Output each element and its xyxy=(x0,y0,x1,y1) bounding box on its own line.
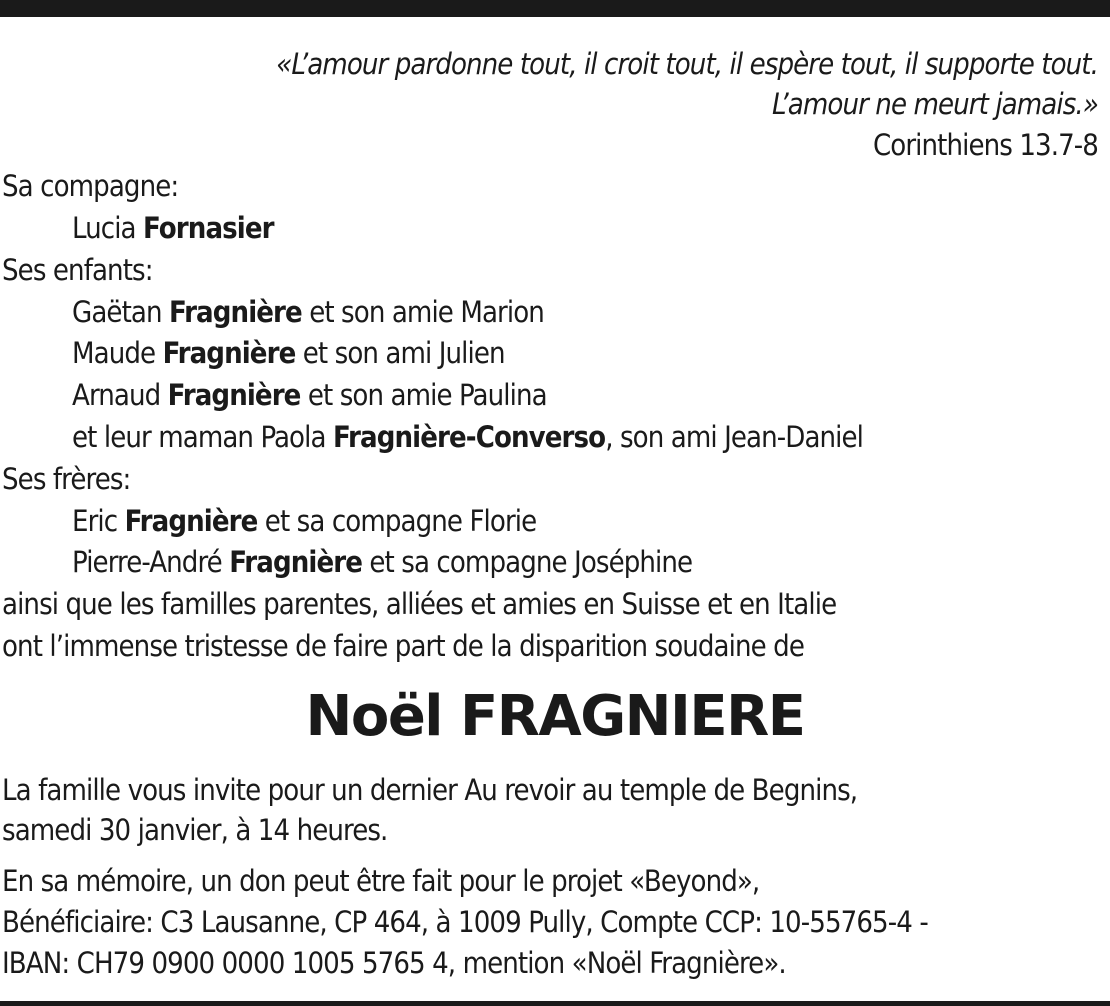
child-entry xyxy=(72,375,547,415)
child-detail: et son ami Julien xyxy=(295,336,505,370)
announcement-line-2: ont l’immense tristesse de faire part de la disparition soudaine de xyxy=(2,629,804,663)
child-last-name: Fragnière xyxy=(162,336,296,370)
deceased-name: Noël FRAGNIERE xyxy=(305,684,805,749)
brother-detail: et sa compagne Joséphine xyxy=(362,545,693,579)
child-first-name: Gaëtan xyxy=(72,295,169,329)
donation-line-2: Bénéficiaire: C3 Lausanne, CP 464, à 1009 Pully, Compte CCP: 10-55765-4 - xyxy=(2,905,928,939)
partner-name xyxy=(72,208,274,248)
mother-detail: , son ami Jean-Daniel xyxy=(605,420,864,454)
donation-line-3: IBAN: CH79 0900 0000 1005 5765 4, mention «Noël Fragnière». xyxy=(2,946,786,980)
children-heading: Ses enfants: xyxy=(2,253,153,287)
child-entry xyxy=(72,292,544,332)
top-rule xyxy=(0,0,1110,17)
child-detail: et son amie Marion xyxy=(301,295,544,329)
brother-detail: et sa compagne Florie xyxy=(257,504,537,538)
child-entry xyxy=(72,333,505,373)
announcement-line-1: ainsi que les familles parentes, alliées et amies en Suisse et en Italie xyxy=(2,587,837,621)
quote-line-1: «L’amour pardonne tout, il croit tout, il espère tout, il supporte tout. xyxy=(276,47,1098,81)
brother-entry xyxy=(72,542,692,582)
child-first-name: Maude xyxy=(72,336,163,370)
donation-line-1: En sa mémoire, un don peut être fait pour le projet «Beyond», xyxy=(2,864,760,898)
child-last-name: Fragnière xyxy=(169,295,302,329)
child-detail: et son amie Paulina xyxy=(300,378,547,412)
bottom-rule xyxy=(0,1001,1110,1006)
ceremony-line-1: La famille vous invite pour un dernier Au revoir au temple de Begnins, xyxy=(2,773,858,807)
children-mother-entry xyxy=(72,417,863,457)
ceremony-line-2: samedi 30 janvier, à 14 heures. xyxy=(2,813,388,847)
quote-source: Corinthiens 13.7-8 xyxy=(872,128,1098,162)
partner-heading: Sa compagne: xyxy=(2,169,179,203)
brothers-heading: Ses frères: xyxy=(2,462,131,496)
brother-first-name: Pierre-André xyxy=(72,545,230,579)
brother-entry xyxy=(72,501,536,541)
brother-last-name: Fragnière xyxy=(229,545,363,579)
quote-line-2: L’amour ne meurt jamais.» xyxy=(772,87,1098,121)
brother-last-name: Fragnière xyxy=(124,504,258,538)
child-last-name: Fragnière xyxy=(167,378,301,412)
child-first-name: Arnaud xyxy=(72,378,168,412)
mother-last-name: Fragnière-Converso xyxy=(332,420,606,454)
mother-first-name: et leur maman Paola xyxy=(72,420,333,454)
brother-first-name: Eric xyxy=(72,504,125,538)
partner-last-name: Fornasier xyxy=(143,211,274,245)
partner-first-name: Lucia xyxy=(72,211,144,245)
